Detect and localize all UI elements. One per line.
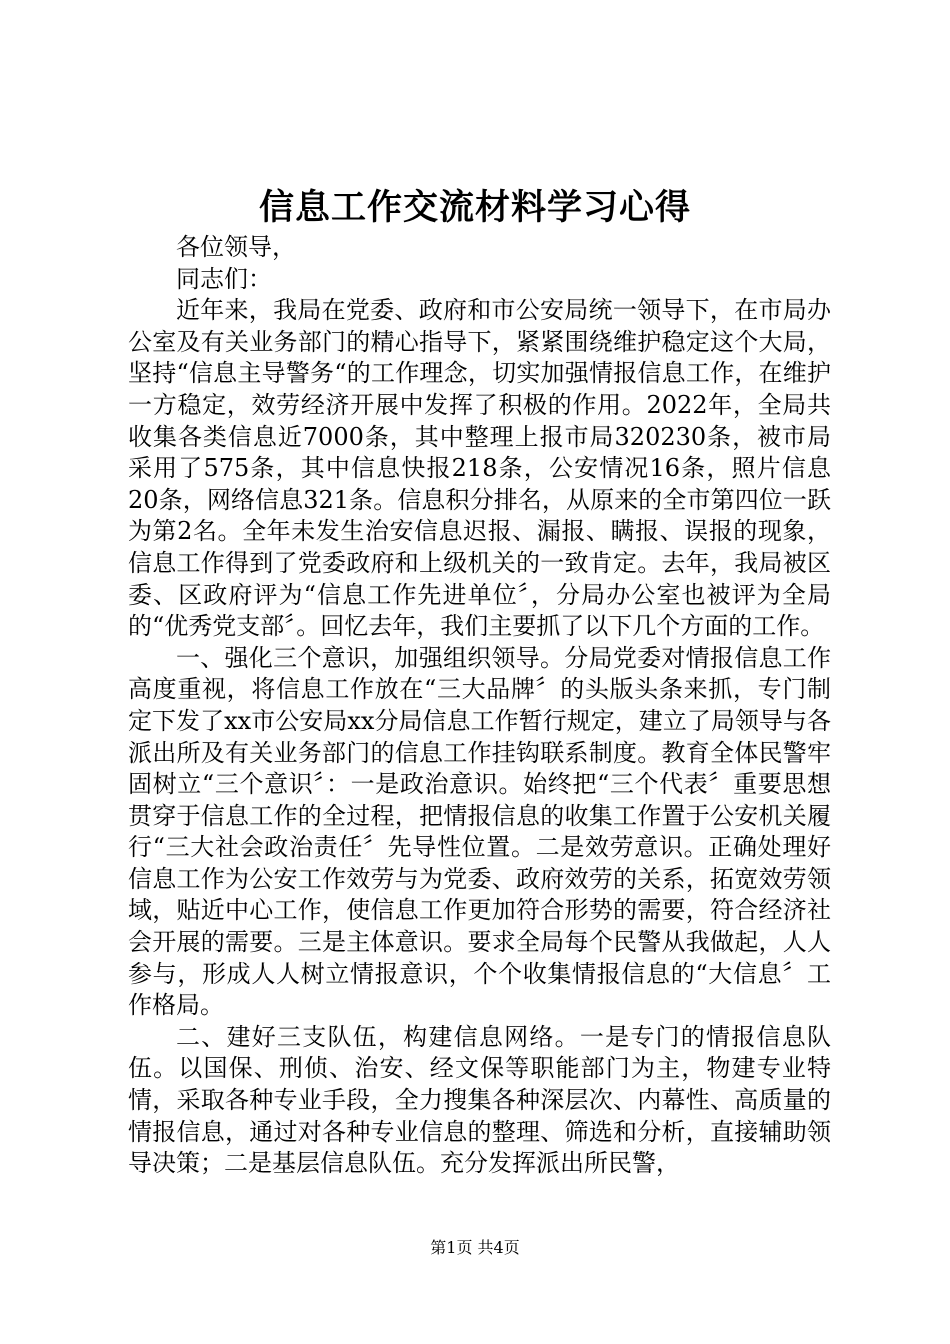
document-title: 信息工作交流材料学习心得 [258,187,691,228]
paragraph-section-one: 一、强化三个意识，加强组织领导。分局党委对情报信息工作高度重视，将信息工作放在“三大品牌〞的头版头条来抓，专门制定下发了xx市公安局xx分局信息工作暂行规定，建立了局领导与各派出所及有关业务部门的信息工作挂钩联系制度。教育全体民警牢固树立“三个意识〞：一是政治意识。始终把“三个代表〞重要思想贯穿于信息工作的全过程，把情报信息的收集工作置于公安机关履行“三大社会政治责任〞先导性位置。二是效劳意识。正确处理好信息工作为公安工作效劳与为党委、政府效劳的关系，拓宽效劳领域，贴近中心工作，使信息工作更加符合形势的需要，符合经济社会开展的需要。三是主体意识。要求全局每个民警从我做起，人人参与，形成人人树立情报意识，个个收集情报信息的“大信息〞工作格局。 [128,643,831,1020]
document-body [128,232,831,1180]
paragraph-section-two: 二、建好三支队伍，构建信息网络。一是专门的情报信息队伍。以国保、刑侦、治安、经文保等职能部门为主，物建专业特情，采取各种专业手段，全力搜集各种深层次、内幕性、高质量的情报信息，通过对各种专业信息的整理、筛选和分析，直接辅助领导决策；二是基层信息队伍。充分发挥派出所民警， [128,1022,831,1178]
paragraph-intro: 近年来，我局在党委、政府和市公安局统一领导下，在市局办公室及有关业务部门的精心指导下，紧紧围绕维护稳定这个大局，坚持“信息主导警务“的工作理念，切实加强情报信息工作，在维护一方稳定，效劳经济开展中发挥了积极的作用。2022年，全局共收集各类信息近7000条，其中整理上报市局320230条，被市局采用了575条，其中信息快报218条，公安情况16条，照片信息20条，网络信息321条。信息积分排名，从原来的全市第四位一跃为第2名。全年未发生治安信息迟报、漏报、瞒报、误报的现象，信息工作得到了党委政府和上级机关的一致肯定。去年，我局被区委、区政府评为“信息工作先进单位〞，分局办公室也被评为全局的“优秀党支部〞。回忆去年，我们主要抓了以下几个方面的工作。 [128,296,831,641]
page-footer [0,1238,950,1258]
page-number: 第1页 共4页 [430,1238,520,1257]
salutation-comrades: 同志们： [176,264,272,293]
salutation-leaders: 各位领导， [176,233,296,261]
